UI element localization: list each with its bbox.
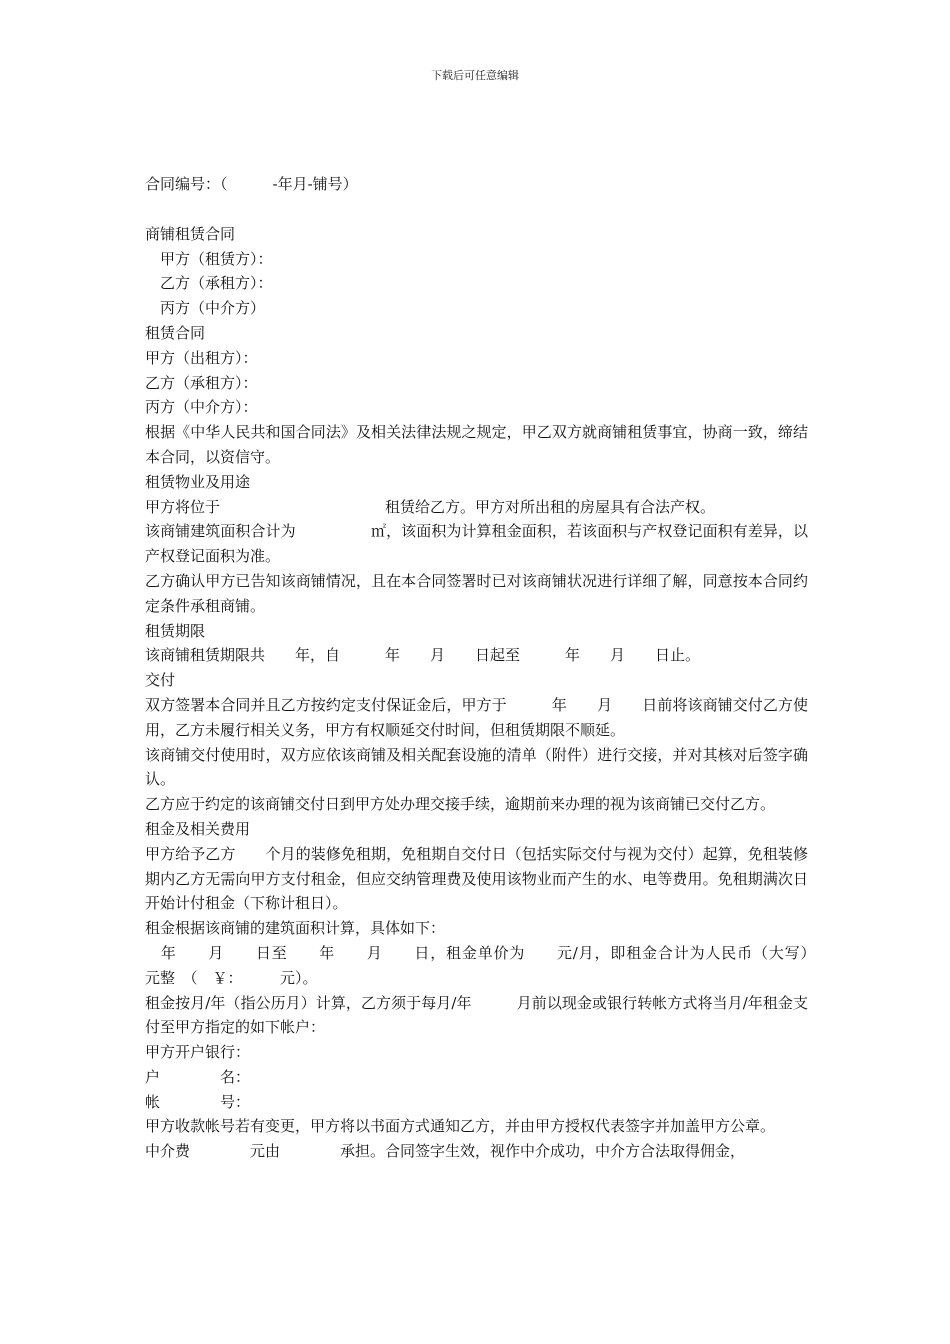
section-heading: 租金及相关费用 <box>145 819 251 838</box>
paragraph: 乙方确认甲方已告知该商铺情况，且在本合同签署时已对该商铺状况进行详细了解，同意按本合同约定条件承租商铺。 <box>145 571 808 615</box>
paragraph: 双方签署本合同并且乙方按约定支付保证金后，甲方于 年 月 日前将该商铺交付乙方使用，乙方未履行相关义务，甲方有权顺延交付时间，但租赁期限不顺延。 <box>145 695 808 739</box>
paragraph: 租金根据该商铺的建筑面积计算，具体如下： <box>145 919 446 938</box>
bank-field: 甲方开户银行： <box>145 1043 251 1062</box>
party-b: 乙方（承租方）： <box>145 373 258 392</box>
paragraph: 甲方收款帐号若有变更，甲方将以书面方式通知乙方，并由甲方授权代表签字并加盖甲方公章。 <box>145 1117 776 1136</box>
paragraph: 该商铺交付使用时，双方应依该商铺及相关配套设施的清单（附件）进行交接，并对其核对后签字确认。 <box>145 745 808 789</box>
party-a: 甲方（出租方）： <box>145 348 258 367</box>
section-heading: 租赁期限 <box>145 621 206 640</box>
contract-body <box>145 172 884 1164</box>
paragraph: 租金按月/年（指公历月）计算，乙方须于每月/年 月前以现金或银行转帐方式将当月/年租金支付至甲方指定的如下帐户： <box>145 993 808 1037</box>
account-number-field: 帐 号： <box>145 1092 251 1111</box>
account-name-field: 户 名： <box>145 1067 251 1086</box>
paragraph: 甲方将位于 租赁给乙方。甲方对所出租的房屋具有合法产权。 <box>145 497 716 516</box>
header-note: 下载后可任意编辑 <box>431 69 519 82</box>
cover-party-a: 甲方（租赁方）： <box>145 249 273 268</box>
paragraph: 中介费 元由 承担。合同签字生效，视作中介成功，中介方合法取得佣金， <box>145 1142 746 1161</box>
spacer <box>145 197 808 222</box>
cover-title: 商铺租赁合同 <box>145 224 236 243</box>
cover-party-b: 乙方（承租方）： <box>145 274 273 293</box>
preamble: 根据《中华人民共和国合同法》及相关法律法规之规定，甲乙双方就商铺租赁事宜，协商一致，缔结本合同，以资信守。 <box>145 423 808 466</box>
section-heading: 租赁物业及用途 <box>145 472 251 491</box>
cover-party-c: 丙方（中介方） <box>145 299 266 318</box>
paragraph: 该商铺租赁期限共 年，自 年 月 日起至 年 月 日止。 <box>145 646 701 665</box>
party-c: 丙方（中介方）： <box>145 398 258 417</box>
section-heading: 交付 <box>145 671 176 690</box>
paragraph: 甲方给予乙方 个月的装修免租期，免租期自交付日（包括实际交付与视为交付）起算，免租装修期内乙方无需向甲方支付租金，但应交纳管理费及使用该物业而产生的水、电等费用。免租期满次日开始计付租金（下称计租日）。 <box>145 844 808 913</box>
main-title: 租赁合同 <box>145 323 206 342</box>
paragraph: 年 月 日至 年 月 日，租金单价为 元/月，即租金合计为人民币（大写） 元整 （ ￥： 元）。 <box>145 943 884 987</box>
paragraph: 该商铺建筑面积合计为 ㎡，该面积为计算租金面积，若该面积与产权登记面积有差异，以产权登记面积为准。 <box>145 522 808 566</box>
contract-number: 合同编号：（ -年月-铺号） <box>145 175 358 193</box>
paragraph: 乙方应于约定的该商铺交付日到甲方处办理交接手续，逾期前来办理的视为该商铺已交付乙方。 <box>145 795 776 814</box>
